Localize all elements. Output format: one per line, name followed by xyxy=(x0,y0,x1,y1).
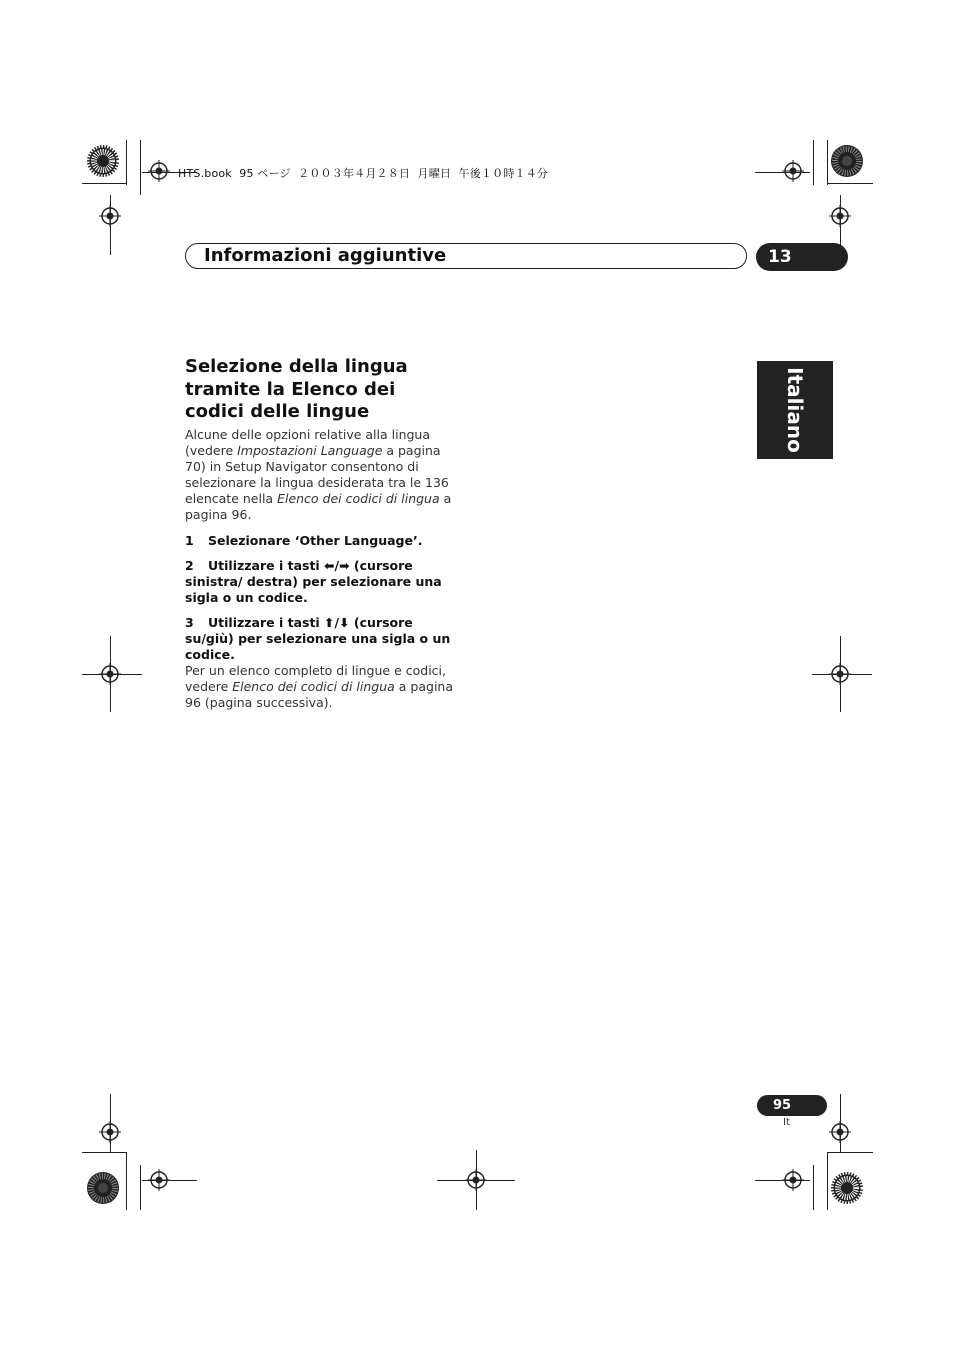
step-number: 1 xyxy=(185,532,194,548)
note-text: Per un elenco completo di lingue e codici, vedere xyxy=(185,662,446,694)
step-text: Selezionare ‘Other Language’. xyxy=(208,532,423,548)
language-tab-label: Italiano xyxy=(783,367,807,453)
registration-mark-icon xyxy=(465,1169,487,1191)
page-number: 95 xyxy=(757,1095,827,1116)
note-text: a pagina 96 (pagina successiva). xyxy=(185,678,454,710)
step-number: 3 xyxy=(185,614,194,630)
crop-line xyxy=(82,183,127,184)
registration-mark-icon xyxy=(99,1121,121,1143)
intro-paragraph xyxy=(185,427,457,523)
intro-text: Alcune delle opzioni relative alla lingua (vedere xyxy=(185,426,431,458)
crop-line xyxy=(827,1152,828,1210)
star-target-icon xyxy=(86,144,120,178)
chapter-number: 13 xyxy=(756,243,848,271)
registration-mark-icon xyxy=(99,663,121,685)
star-target-icon xyxy=(86,1171,120,1205)
intro-text: a pagina 96. xyxy=(185,490,452,522)
section-content xyxy=(185,356,457,711)
step-3 xyxy=(185,615,457,663)
registration-mark-icon xyxy=(782,1169,804,1191)
crop-line xyxy=(140,140,141,195)
section-title: Selezione della lingua tramite la Elenco dei codici delle lingue xyxy=(185,356,408,422)
intro-text: a pagina 70) in Setup Navigator consentono di selezionare la lingua desiderata tra le 136 elencate nella xyxy=(185,442,449,506)
registration-mark-icon xyxy=(99,205,121,227)
crop-line xyxy=(827,140,828,185)
crop-line xyxy=(82,1152,127,1153)
star-target-icon xyxy=(830,144,864,178)
registration-mark-icon xyxy=(829,1121,851,1143)
crop-line xyxy=(813,140,814,185)
crop-line xyxy=(140,1165,141,1210)
page-language-code: It xyxy=(783,1117,790,1128)
step-2 xyxy=(185,558,457,606)
crop-line xyxy=(126,140,127,185)
step-text: Utilizzare i tasti ⬅/➡ (cursore sinistra/ destra) per selezionare una sigla o un codice. xyxy=(185,557,442,605)
registration-mark-icon xyxy=(148,160,170,182)
crop-line xyxy=(126,1152,127,1210)
step-number: 2 xyxy=(185,557,194,573)
star-target-icon xyxy=(830,1171,864,1205)
intro-reference: Impostazioni Language xyxy=(237,442,383,458)
print-header: HTS.book 95 ページ ２００３年４月２８日 月曜日 午後１０時１４分 xyxy=(178,167,549,180)
intro-reference: Elenco dei codici di lingua xyxy=(277,490,440,506)
language-tab xyxy=(757,361,833,459)
step-1 xyxy=(185,533,457,549)
step-text: Utilizzare i tasti ⬆/⬇ (cursore su/giù) per selezionare una sigla o un codice. xyxy=(185,614,451,662)
registration-mark-icon xyxy=(829,205,851,227)
chapter-title: Informazioni aggiuntive xyxy=(204,245,447,266)
note-paragraph xyxy=(185,663,457,711)
registration-mark-icon xyxy=(148,1169,170,1191)
registration-mark-icon xyxy=(782,160,804,182)
crop-line xyxy=(827,1152,873,1153)
crop-line xyxy=(813,1165,814,1210)
note-reference: Elenco dei codici di lingua xyxy=(232,678,395,694)
crop-line xyxy=(827,183,873,184)
registration-mark-icon xyxy=(829,663,851,685)
